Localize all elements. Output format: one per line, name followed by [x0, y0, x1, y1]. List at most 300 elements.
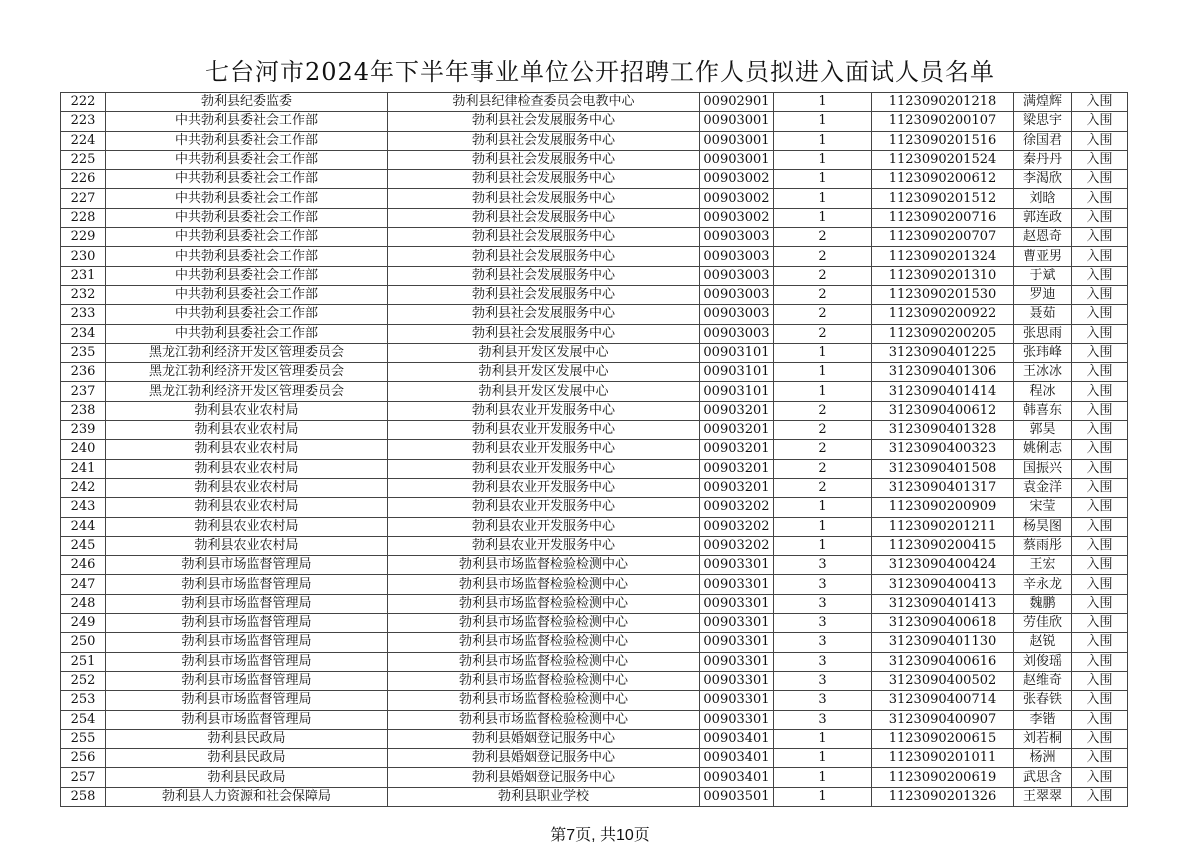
exam-number-cell: 3123090400502: [872, 671, 1014, 690]
table-row: [61, 478, 1128, 497]
name-cell: 杨昊图: [1014, 517, 1072, 536]
employer-cell: 勃利县农业农村局: [106, 440, 388, 459]
unit-cell: 勃利县婚姻登记服务中心: [388, 729, 700, 748]
exam-number-cell: 1123090200707: [872, 228, 1014, 247]
quota-cell: 1: [774, 208, 872, 227]
row-number: 249: [61, 614, 106, 633]
name-cell: 辛永龙: [1014, 575, 1072, 594]
row-number: 225: [61, 150, 106, 169]
status-cell: 入围: [1072, 343, 1128, 362]
name-cell: 刘晗: [1014, 189, 1072, 208]
status-cell: 入围: [1072, 266, 1128, 285]
row-number: 233: [61, 305, 106, 324]
status-cell: 入围: [1072, 536, 1128, 555]
position-code-cell: 00903001: [700, 112, 774, 131]
exam-number-cell: 1123090201211: [872, 517, 1014, 536]
name-cell: 于斌: [1014, 266, 1072, 285]
status-cell: 入围: [1072, 208, 1128, 227]
unit-cell: 勃利县市场监督检验检测中心: [388, 671, 700, 690]
row-number: 250: [61, 633, 106, 652]
exam-number-cell: 3123090401508: [872, 459, 1014, 478]
status-cell: 入围: [1072, 150, 1128, 169]
unit-cell: 勃利县开发区发展中心: [388, 343, 700, 362]
row-number: 228: [61, 208, 106, 227]
row-number: 257: [61, 768, 106, 787]
name-cell: 魏鹏: [1014, 594, 1072, 613]
exam-number-cell: 1123090201524: [872, 150, 1014, 169]
row-number: 229: [61, 228, 106, 247]
table-row: [61, 440, 1128, 459]
row-number: 242: [61, 478, 106, 497]
employer-cell: 中共勃利县委社会工作部: [106, 112, 388, 131]
table-row: [61, 556, 1128, 575]
quota-cell: 2: [774, 478, 872, 497]
position-code-cell: 00903101: [700, 343, 774, 362]
quota-cell: 3: [774, 614, 872, 633]
row-number: 231: [61, 266, 106, 285]
name-cell: 张玮峰: [1014, 343, 1072, 362]
quota-cell: 2: [774, 247, 872, 266]
position-code-cell: 00903401: [700, 749, 774, 768]
unit-cell: 勃利县市场监督检验检测中心: [388, 633, 700, 652]
status-cell: 入围: [1072, 401, 1128, 420]
position-code-cell: 00903301: [700, 575, 774, 594]
row-number: 234: [61, 324, 106, 343]
name-cell: 刘若桐: [1014, 729, 1072, 748]
exam-number-cell: 3123090401328: [872, 421, 1014, 440]
name-cell: 李锴: [1014, 710, 1072, 729]
unit-cell: 勃利县职业学校: [388, 787, 700, 806]
name-cell: 劳佳欣: [1014, 614, 1072, 633]
table-row: [61, 768, 1128, 787]
exam-number-cell: 1123090201324: [872, 247, 1014, 266]
unit-cell: 勃利县婚姻登记服务中心: [388, 768, 700, 787]
candidate-table: [60, 92, 1128, 807]
name-cell: 韩喜东: [1014, 401, 1072, 420]
quota-cell: 1: [774, 517, 872, 536]
table-row: [61, 228, 1128, 247]
row-number: 236: [61, 363, 106, 382]
row-number: 235: [61, 343, 106, 362]
table-row: [61, 131, 1128, 150]
position-code-cell: 00903201: [700, 478, 774, 497]
quota-cell: 1: [774, 768, 872, 787]
status-cell: 入围: [1072, 787, 1128, 806]
employer-cell: 勃利县市场监督管理局: [106, 652, 388, 671]
row-number: 243: [61, 498, 106, 517]
name-cell: 袁金洋: [1014, 478, 1072, 497]
position-code-cell: 00903001: [700, 131, 774, 150]
position-code-cell: 00903301: [700, 614, 774, 633]
quota-cell: 1: [774, 189, 872, 208]
position-code-cell: 00903202: [700, 517, 774, 536]
exam-number-cell: 3123090401130: [872, 633, 1014, 652]
name-cell: 秦丹丹: [1014, 150, 1072, 169]
position-code-cell: 00903201: [700, 401, 774, 420]
row-number: 247: [61, 575, 106, 594]
status-cell: 入围: [1072, 710, 1128, 729]
status-cell: 入围: [1072, 112, 1128, 131]
status-cell: 入围: [1072, 382, 1128, 401]
exam-number-cell: 1123090200716: [872, 208, 1014, 227]
position-code-cell: 00903301: [700, 556, 774, 575]
position-code-cell: 00903401: [700, 729, 774, 748]
exam-number-cell: 1123090200909: [872, 498, 1014, 517]
status-cell: 入围: [1072, 228, 1128, 247]
quota-cell: 3: [774, 652, 872, 671]
employer-cell: 勃利县民政局: [106, 768, 388, 787]
exam-number-cell: 1123090200205: [872, 324, 1014, 343]
unit-cell: 勃利县市场监督检验检测中心: [388, 575, 700, 594]
exam-number-cell: 1123090201218: [872, 93, 1014, 112]
row-number: 241: [61, 459, 106, 478]
unit-cell: 勃利县社会发展服务中心: [388, 247, 700, 266]
unit-cell: 勃利县社会发展服务中心: [388, 112, 700, 131]
page-title: 七台河市2024年下半年事业单位公开招聘工作人员拟进入面试人员名单: [204, 58, 996, 86]
table-row: [61, 459, 1128, 478]
row-number: 248: [61, 594, 106, 613]
table-row: [61, 691, 1128, 710]
table-row: [61, 710, 1128, 729]
row-number: 256: [61, 749, 106, 768]
unit-cell: 勃利县开发区发展中心: [388, 363, 700, 382]
row-number: 230: [61, 247, 106, 266]
table-row: [61, 170, 1128, 189]
table-row: [61, 575, 1128, 594]
row-number: 252: [61, 671, 106, 690]
row-number: 222: [61, 93, 106, 112]
name-cell: 赵锐: [1014, 633, 1072, 652]
status-cell: 入围: [1072, 691, 1128, 710]
employer-cell: 中共勃利县委社会工作部: [106, 131, 388, 150]
name-cell: 罗迪: [1014, 285, 1072, 304]
unit-cell: 勃利县婚姻登记服务中心: [388, 749, 700, 768]
table-row: [61, 787, 1128, 806]
employer-cell: 勃利县农业农村局: [106, 401, 388, 420]
employer-cell: 中共勃利县委社会工作部: [106, 285, 388, 304]
position-code-cell: 00903001: [700, 150, 774, 169]
status-cell: 入围: [1072, 614, 1128, 633]
employer-cell: 勃利县农业农村局: [106, 459, 388, 478]
employer-cell: 中共勃利县委社会工作部: [106, 266, 388, 285]
employer-cell: 黑龙江勃利经济开发区管理委员会: [106, 343, 388, 362]
employer-cell: 勃利县农业农村局: [106, 478, 388, 497]
position-code-cell: 00903002: [700, 189, 774, 208]
exam-number-cell: 3123090400907: [872, 710, 1014, 729]
unit-cell: 勃利县市场监督检验检测中心: [388, 652, 700, 671]
row-number: 246: [61, 556, 106, 575]
name-cell: 李渴欣: [1014, 170, 1072, 189]
unit-cell: 勃利县农业开发服务中心: [388, 517, 700, 536]
quota-cell: 2: [774, 266, 872, 285]
status-cell: 入围: [1072, 247, 1128, 266]
status-cell: 入围: [1072, 498, 1128, 517]
name-cell: 赵恩奇: [1014, 228, 1072, 247]
employer-cell: 中共勃利县委社会工作部: [106, 189, 388, 208]
name-cell: 郭昊: [1014, 421, 1072, 440]
unit-cell: 勃利县纪律检查委员会电教中心: [388, 93, 700, 112]
employer-cell: 黑龙江勃利经济开发区管理委员会: [106, 382, 388, 401]
status-cell: 入围: [1072, 421, 1128, 440]
table-row: [61, 382, 1128, 401]
unit-cell: 勃利县社会发展服务中心: [388, 305, 700, 324]
row-number: 244: [61, 517, 106, 536]
name-cell: 梁思宇: [1014, 112, 1072, 131]
exam-number-cell: 3123090400424: [872, 556, 1014, 575]
table-row: [61, 324, 1128, 343]
unit-cell: 勃利县农业开发服务中心: [388, 421, 700, 440]
employer-cell: 勃利县农业农村局: [106, 517, 388, 536]
quota-cell: 2: [774, 459, 872, 478]
exam-number-cell: 1123090201011: [872, 749, 1014, 768]
table-row: [61, 652, 1128, 671]
table-row: [61, 633, 1128, 652]
quota-cell: 1: [774, 363, 872, 382]
employer-cell: 勃利县市场监督管理局: [106, 691, 388, 710]
quota-cell: 2: [774, 440, 872, 459]
exam-number-cell: 3123090401317: [872, 478, 1014, 497]
exam-number-cell: 1123090200107: [872, 112, 1014, 131]
position-code-cell: 00903201: [700, 459, 774, 478]
quota-cell: 1: [774, 498, 872, 517]
name-cell: 张春铁: [1014, 691, 1072, 710]
status-cell: 入围: [1072, 305, 1128, 324]
employer-cell: 勃利县民政局: [106, 749, 388, 768]
position-code-cell: 00903003: [700, 285, 774, 304]
row-number: 224: [61, 131, 106, 150]
status-cell: 入围: [1072, 749, 1128, 768]
table-row: [61, 614, 1128, 633]
status-cell: 入围: [1072, 594, 1128, 613]
table-row: [61, 285, 1128, 304]
status-cell: 入围: [1072, 478, 1128, 497]
row-number: 227: [61, 189, 106, 208]
employer-cell: 勃利县农业农村局: [106, 498, 388, 517]
exam-number-cell: 1123090201530: [872, 285, 1014, 304]
status-cell: 入围: [1072, 131, 1128, 150]
table-row: [61, 671, 1128, 690]
employer-cell: 中共勃利县委社会工作部: [106, 247, 388, 266]
name-cell: 王冰冰: [1014, 363, 1072, 382]
unit-cell: 勃利县市场监督检验检测中心: [388, 710, 700, 729]
unit-cell: 勃利县社会发展服务中心: [388, 266, 700, 285]
row-number: 245: [61, 536, 106, 555]
quota-cell: 1: [774, 170, 872, 189]
exam-number-cell: 1123090200615: [872, 729, 1014, 748]
exam-number-cell: 1123090200415: [872, 536, 1014, 555]
row-number: 251: [61, 652, 106, 671]
table-row: [61, 150, 1128, 169]
position-code-cell: 00903401: [700, 768, 774, 787]
quota-cell: 3: [774, 691, 872, 710]
position-code-cell: 00903002: [700, 170, 774, 189]
quota-cell: 1: [774, 343, 872, 362]
status-cell: 入围: [1072, 652, 1128, 671]
table-row: [61, 266, 1128, 285]
position-code-cell: 00903202: [700, 498, 774, 517]
unit-cell: 勃利县农业开发服务中心: [388, 536, 700, 555]
position-code-cell: 00903301: [700, 594, 774, 613]
employer-cell: 勃利县市场监督管理局: [106, 633, 388, 652]
position-code-cell: 00902901: [700, 93, 774, 112]
status-cell: 入围: [1072, 324, 1128, 343]
unit-cell: 勃利县市场监督检验检测中心: [388, 614, 700, 633]
row-number: 237: [61, 382, 106, 401]
table-row: [61, 729, 1128, 748]
name-cell: 宋莹: [1014, 498, 1072, 517]
row-number: 255: [61, 729, 106, 748]
quota-cell: 1: [774, 536, 872, 555]
quota-cell: 1: [774, 382, 872, 401]
row-number: 239: [61, 421, 106, 440]
quota-cell: 3: [774, 556, 872, 575]
quota-cell: 1: [774, 93, 872, 112]
position-code-cell: 00903002: [700, 208, 774, 227]
employer-cell: 中共勃利县委社会工作部: [106, 305, 388, 324]
position-code-cell: 00903003: [700, 324, 774, 343]
employer-cell: 勃利县农业农村局: [106, 536, 388, 555]
row-number: 232: [61, 285, 106, 304]
name-cell: 国振兴: [1014, 459, 1072, 478]
table-row: [61, 401, 1128, 420]
quota-cell: 1: [774, 112, 872, 131]
table-row: [61, 363, 1128, 382]
unit-cell: 勃利县社会发展服务中心: [388, 189, 700, 208]
position-code-cell: 00903501: [700, 787, 774, 806]
row-number: 254: [61, 710, 106, 729]
name-cell: 曹亚男: [1014, 247, 1072, 266]
position-code-cell: 00903301: [700, 710, 774, 729]
employer-cell: 中共勃利县委社会工作部: [106, 170, 388, 189]
status-cell: 入围: [1072, 575, 1128, 594]
name-cell: 姚俐志: [1014, 440, 1072, 459]
status-cell: 入围: [1072, 671, 1128, 690]
row-number: 240: [61, 440, 106, 459]
status-cell: 入围: [1072, 556, 1128, 575]
status-cell: 入围: [1072, 768, 1128, 787]
status-cell: 入围: [1072, 459, 1128, 478]
quota-cell: 1: [774, 150, 872, 169]
position-code-cell: 00903101: [700, 382, 774, 401]
position-code-cell: 00903202: [700, 536, 774, 555]
status-cell: 入围: [1072, 440, 1128, 459]
employer-cell: 黑龙江勃利经济开发区管理委员会: [106, 363, 388, 382]
quota-cell: 3: [774, 671, 872, 690]
quota-cell: 2: [774, 305, 872, 324]
name-cell: 蔡雨彤: [1014, 536, 1072, 555]
position-code-cell: 00903003: [700, 266, 774, 285]
row-number: 253: [61, 691, 106, 710]
exam-number-cell: 3123090400714: [872, 691, 1014, 710]
exam-number-cell: 1123090201516: [872, 131, 1014, 150]
quota-cell: 2: [774, 228, 872, 247]
exam-number-cell: 3123090401414: [872, 382, 1014, 401]
employer-cell: 勃利县民政局: [106, 729, 388, 748]
position-code-cell: 00903301: [700, 691, 774, 710]
quota-cell: 3: [774, 710, 872, 729]
table-row: [61, 517, 1128, 536]
name-cell: 程冰: [1014, 382, 1072, 401]
employer-cell: 勃利县市场监督管理局: [106, 614, 388, 633]
employer-cell: 勃利县市场监督管理局: [106, 594, 388, 613]
exam-number-cell: 3123090400413: [872, 575, 1014, 594]
status-cell: 入围: [1072, 363, 1128, 382]
name-cell: 满煌辉: [1014, 93, 1072, 112]
employer-cell: 勃利县市场监督管理局: [106, 671, 388, 690]
position-code-cell: 00903301: [700, 671, 774, 690]
name-cell: 聂茹: [1014, 305, 1072, 324]
employer-cell: 中共勃利县委社会工作部: [106, 324, 388, 343]
employer-cell: 中共勃利县委社会工作部: [106, 150, 388, 169]
position-code-cell: 00903301: [700, 633, 774, 652]
position-code-cell: 00903201: [700, 440, 774, 459]
quota-cell: 3: [774, 594, 872, 613]
employer-cell: 勃利县市场监督管理局: [106, 710, 388, 729]
row-number: 258: [61, 787, 106, 806]
table-row: [61, 421, 1128, 440]
name-cell: 武思含: [1014, 768, 1072, 787]
name-cell: 王翠翠: [1014, 787, 1072, 806]
exam-number-cell: 1123090201512: [872, 189, 1014, 208]
unit-cell: 勃利县农业开发服务中心: [388, 498, 700, 517]
position-code-cell: 00903003: [700, 228, 774, 247]
quota-cell: 1: [774, 729, 872, 748]
exam-number-cell: 1123090201326: [872, 787, 1014, 806]
table-row: [61, 749, 1128, 768]
employer-cell: 勃利县市场监督管理局: [106, 556, 388, 575]
position-code-cell: 00903101: [700, 363, 774, 382]
unit-cell: 勃利县农业开发服务中心: [388, 459, 700, 478]
employer-cell: 中共勃利县委社会工作部: [106, 228, 388, 247]
unit-cell: 勃利县社会发展服务中心: [388, 324, 700, 343]
status-cell: 入围: [1072, 285, 1128, 304]
quota-cell: 2: [774, 401, 872, 420]
row-number: 238: [61, 401, 106, 420]
exam-number-cell: 1123090201310: [872, 266, 1014, 285]
unit-cell: 勃利县社会发展服务中心: [388, 228, 700, 247]
table-row: [61, 208, 1128, 227]
employer-cell: 勃利县纪委监委: [106, 93, 388, 112]
unit-cell: 勃利县农业开发服务中心: [388, 440, 700, 459]
unit-cell: 勃利县社会发展服务中心: [388, 170, 700, 189]
row-number: 223: [61, 112, 106, 131]
row-number: 226: [61, 170, 106, 189]
exam-number-cell: 1123090200922: [872, 305, 1014, 324]
exam-number-cell: 3123090400612: [872, 401, 1014, 420]
status-cell: 入围: [1072, 729, 1128, 748]
unit-cell: 勃利县市场监督检验检测中心: [388, 594, 700, 613]
table-row: [61, 247, 1128, 266]
exam-number-cell: 1123090200612: [872, 170, 1014, 189]
unit-cell: 勃利县农业开发服务中心: [388, 401, 700, 420]
position-code-cell: 00903003: [700, 305, 774, 324]
table-row: [61, 498, 1128, 517]
position-code-cell: 00903003: [700, 247, 774, 266]
unit-cell: 勃利县社会发展服务中心: [388, 131, 700, 150]
employer-cell: 勃利县农业农村局: [106, 421, 388, 440]
exam-number-cell: 1123090200619: [872, 768, 1014, 787]
unit-cell: 勃利县市场监督检验检测中心: [388, 691, 700, 710]
table-row: [61, 343, 1128, 362]
name-cell: 赵维奇: [1014, 671, 1072, 690]
exam-number-cell: 3123090400616: [872, 652, 1014, 671]
position-code-cell: 00903201: [700, 421, 774, 440]
employer-cell: 勃利县市场监督管理局: [106, 575, 388, 594]
quota-cell: 1: [774, 749, 872, 768]
unit-cell: 勃利县社会发展服务中心: [388, 150, 700, 169]
exam-number-cell: 3123090400618: [872, 614, 1014, 633]
employer-cell: 中共勃利县委社会工作部: [106, 208, 388, 227]
